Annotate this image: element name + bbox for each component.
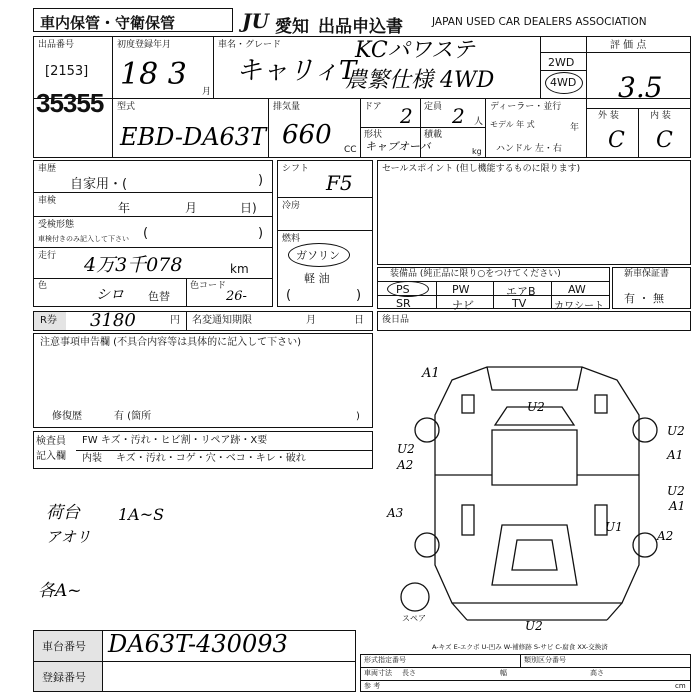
mileage-unit: km (230, 262, 249, 276)
rating-label: 評 価 点 (610, 40, 647, 51)
inspection-year: 年 (118, 201, 131, 215)
color-code-label: 色コード (190, 281, 227, 291)
displacement-label: 排気量 (273, 102, 301, 112)
year-unit: 年 (570, 123, 580, 133)
grade-bottom: 農繁仕様 4WD (345, 68, 495, 93)
equipment-item: PW (452, 283, 470, 296)
model-year-label: モデル 年 式 (490, 120, 535, 129)
sales-point-label: セールスポイント (但し機能するものに限ります) (382, 164, 581, 174)
model-label: 型式 (117, 102, 136, 112)
listing-no: 35355 (36, 88, 104, 118)
repair-close: ) (356, 411, 360, 422)
chassis-value: DA63T-430093 (108, 630, 288, 658)
equipment-item: AW (568, 283, 586, 296)
inspector-row2-value: キズ・汚れ・コゲ・穴・ベコ・キレ・破れ (116, 453, 306, 464)
capacity-value: 2 (452, 104, 465, 128)
damage-mark: U1 (605, 520, 623, 534)
shift-value: F5 (326, 171, 353, 195)
mileage-value: 4万3千078 (84, 254, 183, 276)
recycle-value: 3180 (90, 310, 136, 331)
footer-form-label: 形式指定番号 (364, 656, 406, 664)
after-equipment-box (377, 311, 691, 331)
recycle-label: R券 (40, 315, 57, 326)
inspection-month: 月 (185, 201, 198, 215)
name-change-day: 日 (354, 315, 364, 326)
damage-mark: A2 (657, 529, 674, 543)
repair-value: 有 (箇所 (114, 411, 152, 422)
footer-cm: cm (675, 682, 686, 690)
shape-label: 形状 (364, 130, 383, 140)
storage-label: 車内保管・守衛保管 (40, 14, 176, 32)
acceptance-note: 車検付きのみ記入して下さい (38, 235, 129, 243)
history-close: ) (258, 173, 264, 188)
cargo-bed (492, 525, 577, 585)
inspection-label: 車検 (38, 196, 57, 206)
first-reg-unit: 月 (202, 87, 212, 97)
exterior-value: C (608, 128, 625, 153)
color-value: シロ (96, 287, 124, 303)
name-change-label: 名変通知期限 (192, 315, 252, 326)
registration-label: 登録番号 (42, 671, 86, 684)
cc-unit: CC (344, 145, 357, 155)
history-value: 自家用・( (70, 177, 128, 192)
rating-value: 3.5 (618, 71, 663, 104)
footer-type-label: 類別区分番号 (524, 656, 566, 664)
fuel-other: 軽 油 (304, 272, 330, 285)
mileage-label: 走行 (38, 251, 57, 261)
doors-value: 2 (400, 104, 413, 128)
footer-length: 長さ (402, 669, 416, 677)
capacity-label: 定員 (424, 102, 443, 112)
load-label: 積載 (424, 130, 443, 140)
fuel-paren-open: ( (286, 288, 292, 303)
fuel-selected: ガソリン (296, 249, 340, 262)
equipment-item: エアB (506, 285, 536, 298)
warranty-label: 新車保証書 (624, 269, 670, 279)
damage-mark: U2 (667, 484, 685, 498)
damage-mark: A1 (669, 499, 686, 513)
wheel-rr (633, 533, 657, 557)
damage-mark: A1 (667, 448, 684, 462)
inspection-day: 日) (240, 201, 257, 215)
note-line1: 荷台 (46, 503, 80, 523)
form-title: 出品申込書 (318, 17, 403, 37)
first-reg-value: 18 3 (120, 57, 187, 92)
name-change-month: 月 (306, 315, 316, 326)
car-name-label: 車名・グレード (218, 40, 282, 50)
inspector-label-top: 検査員 (36, 436, 66, 447)
sales-point-box (377, 160, 691, 265)
listing-no-label: 出品番号 (38, 40, 75, 50)
wheel-fr (633, 418, 657, 442)
drive-4wd: 4WD (550, 76, 577, 89)
notes-label: 注意事項申告欄 (不具合内容等は具体的に記入して下さい) (40, 337, 301, 348)
first-reg-label: 初度登録年月 (117, 40, 172, 50)
equipment-item: ナビ (452, 299, 474, 312)
damage-mark: U2 (527, 400, 545, 414)
association-name: JAPAN USED CAR DEALERS ASSOCIATION (432, 16, 647, 28)
fuel-label: 燃料 (282, 234, 301, 244)
equipment-item: SR (396, 297, 411, 310)
model-value: EBD-DA63T (120, 123, 267, 151)
fuel-paren-close: ) (356, 288, 362, 303)
acceptance-label: 受検形態 (38, 220, 75, 230)
footer-width: 幅 (500, 669, 507, 677)
grade-top: KCパワステ (355, 38, 475, 63)
inspector-row2-label: 内装 (82, 453, 102, 464)
logo-pref: 愛知 (275, 17, 309, 37)
damage-legend: A-キズ E-エクボ U-凹み W-補修跡 S-サビ C-腐食 XX-交換済 (432, 643, 608, 651)
acceptance-close: ) (258, 226, 264, 241)
history-label: 車歴 (38, 164, 57, 174)
kg-unit: kg (472, 147, 482, 156)
person-unit: 人 (474, 117, 484, 127)
bed-detail (512, 540, 557, 570)
note-line3: 各A~ (38, 581, 82, 601)
cab-panel (492, 430, 577, 485)
drive-2wd: 2WD (548, 56, 575, 69)
handle-label: ハンドル 左・右 (496, 144, 562, 154)
chassis-label: 車台番号 (42, 640, 86, 653)
middle-left-block (33, 160, 273, 307)
footer-height: 高さ (590, 669, 604, 677)
acceptance-open: ( (143, 226, 149, 241)
damage-mark: U2 (397, 442, 415, 456)
doors-label: ドア (364, 102, 382, 112)
damage-mark: A2 (397, 458, 414, 472)
ju-logo: JU (242, 9, 269, 33)
cab-roof (487, 367, 582, 390)
exterior-label: 外 装 (598, 111, 619, 121)
car-name-value: キャリィT (236, 56, 357, 86)
dealer-label: ディーラー・並行 (490, 102, 562, 112)
recycle-unit: 円 (170, 315, 180, 326)
listing-code: [2153] (45, 64, 89, 79)
aircon-label: 冷房 (282, 201, 301, 211)
interior-label: 内 装 (650, 111, 671, 121)
note-line2: アオリ (46, 528, 91, 546)
repair-label: 修復歴 (52, 411, 82, 422)
color-label: 色 (38, 281, 48, 291)
damage-mark: U2 (525, 619, 543, 633)
displacement-value: 660 (282, 120, 332, 150)
warranty-value: 有 ・ 無 (624, 292, 664, 305)
color-code-value: 26- (226, 289, 247, 304)
equipment-item: TV (512, 297, 527, 310)
shift-label: シフト (282, 164, 310, 174)
equipment-label: 装備品 (純正品に限り○をつけてください) (390, 269, 561, 279)
footer-ref: 参 考 (364, 682, 381, 690)
inspector-row1: FW キズ・汚れ・ヒビ割・リペア跡・X要 (82, 435, 268, 446)
after-equipment-label: 後日品 (382, 315, 410, 325)
damage-mark: U2 (667, 424, 685, 438)
equipment-item: PS (396, 283, 410, 296)
note-line1b: 1A~S (118, 505, 165, 524)
damage-mark: A3 (387, 506, 404, 520)
shape-value: キャブオーバ (365, 140, 431, 153)
color-change-label: 色替 (148, 290, 170, 303)
damage-mark: A1 (422, 366, 440, 381)
equipment-item: カワシート (554, 301, 604, 312)
footer-length-label: 車両寸法 (364, 669, 392, 677)
inspector-label-bottom: 記入欄 (36, 451, 66, 462)
vehicle-diagram (377, 335, 691, 635)
spare-tire (401, 583, 429, 611)
spare-label: スペア (402, 614, 426, 623)
interior-value: C (656, 128, 673, 153)
